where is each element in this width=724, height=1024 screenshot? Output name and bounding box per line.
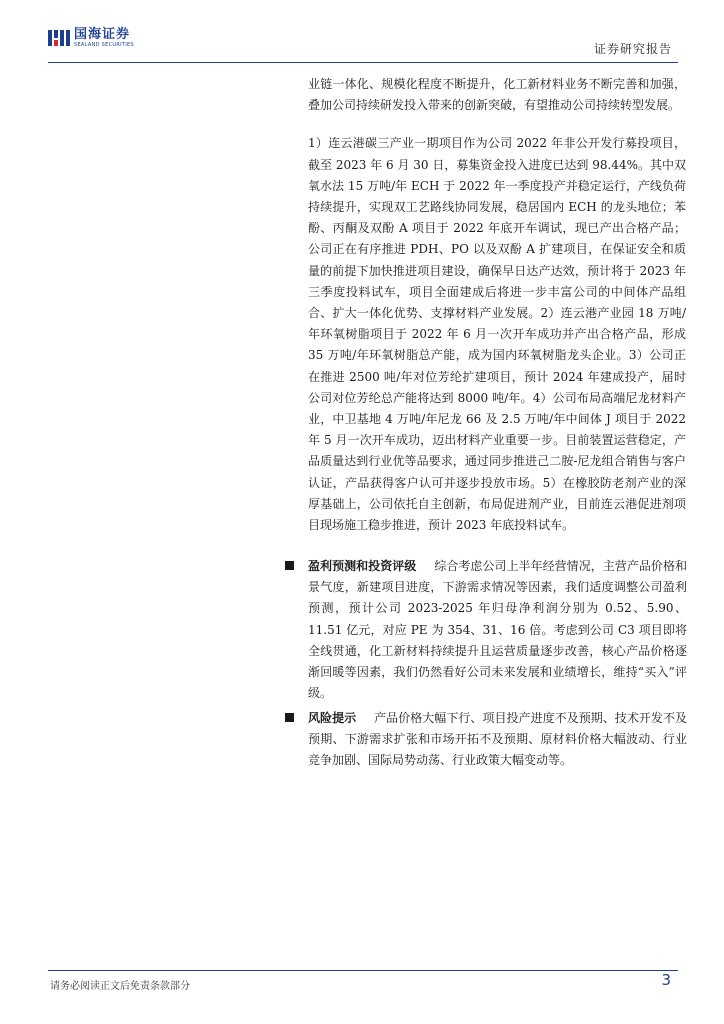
page-header	[48, 28, 678, 64]
section-text: 产品价格大幅下行、项目投产进度不及预期、技术开发不及预期、下游需求扩张和市场开拓不及预期、原材料价格大幅波动、行业竞争加剧、国际局势动荡、行业政策大幅变动等。	[308, 711, 687, 768]
footer-divider	[48, 970, 678, 971]
logo-mark-icon	[48, 28, 70, 48]
main-text	[308, 74, 686, 536]
logo-en: SEALAND SECURITIES	[74, 42, 134, 48]
section-heading: 风险提示	[308, 711, 357, 725]
risk-warning-section	[285, 708, 687, 772]
projects-paragraph: 1）连云港碳三产业一期项目作为公司 2022 年非公开发行募投项目，截至 2023 年 6 月 30 日，募集资金投入进度已达到 98.44%。其中双氧水法 15 万吨/年 ECH 于 2022 年一季度投产并稳定运行，产线负荷持续提升，实现双工艺路线协同发展，稳居国内 ECH 的龙头地位；苯酚、丙酮及双酚 A 项目于 2022 年底开车调试，现已产出合格产品；公司正在有序推进 PDH、PO 以及双酚 A 扩建项目，在保证安全和质量的前提下加快推进项目建设，确保早日达产达效，预计将于 2023 年三季度投料试车，项目全面建成后将进一步丰富公司的中间体产品组合、扩大一体化优势、支撑材料产业发展。2）连云港产业园 18 万吨/年环氧树脂项目于 2022 年 6 月一次开车成功并产出合格产品，形成 35 万吨/年环氧树脂总产能，成为国内环氧树脂龙头企业。3）公司正在推进 2500 吨/年对位芳纶扩建项目，预计 2024 年建成投产，届时公司对位芳纶总产能将达到 8000 吨/年。4）公司布局高端尼龙材料产业，中卫基地 4 万吨/年尼龙 66 及 2.5 万吨/年中间体 J 项目于 2022 年 5 月一次开车成功，迈出材料产业重要一步。目前装置运营稳定，产品质量达到行业优等品要求，通过同步推进己二胺-尼龙组合销售与客户认证，产品获得客户认可并逐步投放市场。5）在橡胶防老剂产业的深厚基础上，公司依托自主创新，布局促进剂产业，目前连云港促进剂项目现场施工稳步推进，预计 2023 年底投料试车。	[308, 136, 686, 533]
earnings-forecast-section	[285, 556, 687, 704]
intro-paragraph: 业链一体化、规模化程度不断提升，化工新材料业务不断完善和加强，叠加公司持续研发投入带来的创新突破，有望推动公司持续转型发展。	[308, 77, 686, 113]
section-text: 综合考虑公司上半年经营情况，主营产品价格和景气度，新建项目进度，下游需求情况等因素，我们适度调整公司盈利预测，预计公司 2023-2025 年归母净利润分别为 0.52、5.90、11.51 亿元，对应 PE 为 354、31、16 倍。考虑到公司 C3 项目即将全线贯通，化工新材料持续提升且运营质量逐步改善，核心产品价格逐渐回暖等因素，我们仍然看好公司未来发展和业绩增长，维持“买入”评级。	[308, 559, 687, 701]
page-number: 3	[661, 971, 671, 989]
header-divider	[48, 62, 678, 63]
bullet-square-icon	[285, 713, 294, 722]
sealand-securities-logo	[48, 28, 134, 48]
disclaimer-note: 请务必阅读正文后免责条款部分	[50, 981, 190, 992]
bullet-square-icon	[285, 561, 294, 570]
section-heading: 盈利预测和投资评级	[308, 559, 417, 573]
report-type-title: 证券研究报告	[593, 42, 672, 56]
logo-cn: 国海证券	[74, 27, 131, 42]
